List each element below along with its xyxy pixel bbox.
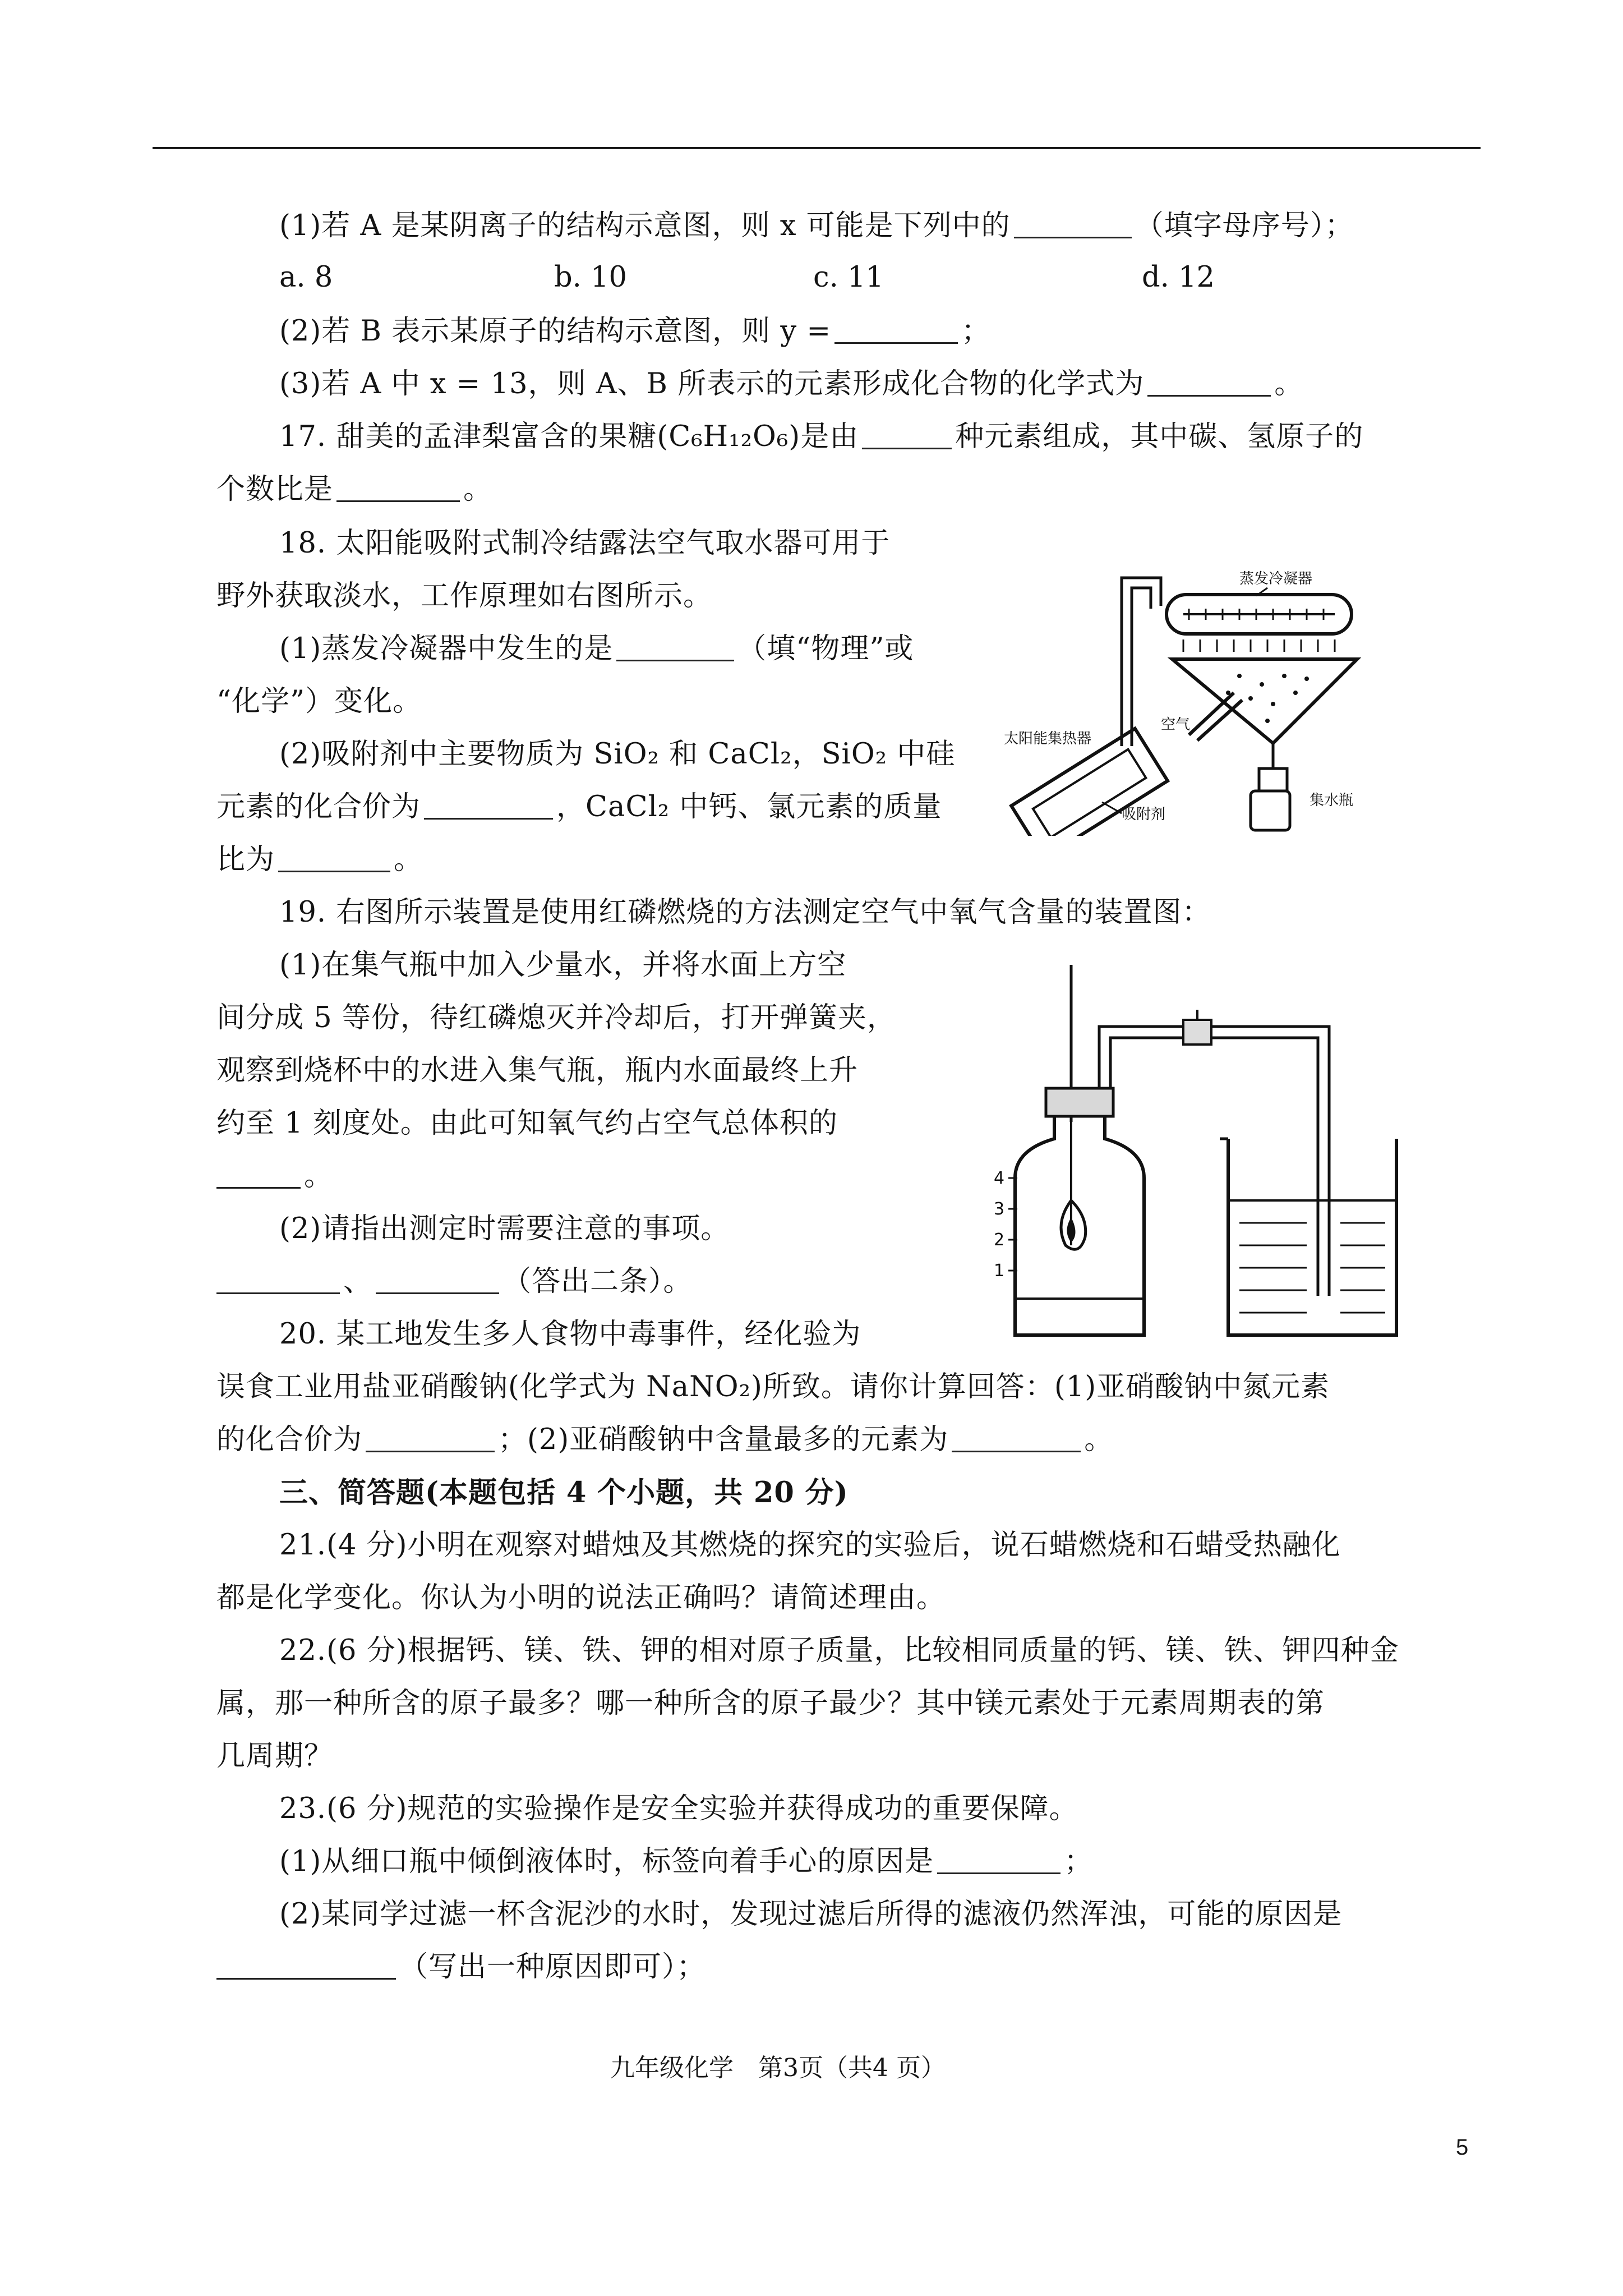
funnel	[1172, 659, 1357, 743]
q18-line7: 比为 。	[216, 843, 423, 876]
stopper	[1046, 1088, 1113, 1116]
q22-line3: 几周期？	[216, 1740, 334, 1773]
tick-label: 4	[994, 1168, 1005, 1188]
answer-blank[interactable]	[336, 473, 460, 502]
answer-blank[interactable]	[952, 1424, 1081, 1452]
answer-blank[interactable]	[862, 421, 952, 449]
label-air: 空气	[1161, 716, 1191, 733]
answer-blank[interactable]	[216, 1266, 340, 1294]
answer-blank[interactable]	[366, 1424, 495, 1452]
q19-line1: 19. 右图所示装置是使用红磷燃烧的方法测定空气中氧气含量的装置图：	[279, 896, 1211, 929]
q16-part1: (1)若 A 是某阴离子的结构示意图，则 x 可能是下列中的 （填字母序号）；	[279, 209, 1354, 242]
spring-clip	[1183, 1020, 1211, 1045]
label-water-bottle: 集水瓶	[1310, 792, 1354, 809]
q18-line6: 元素的化合价为 ，CaCl₂ 中钙、氯元素的质量	[216, 790, 942, 823]
q21-line2: 都是化学变化。你认为小明的说法正确吗？请简述理由。	[216, 1581, 946, 1614]
q17-line1: 17. 甜美的孟津梨富含的果糖(C₆H₁₂O₆)是由 种元素组成，其中碳、氢原子的	[279, 420, 1364, 453]
q22-line1: 22.(6 分)根据钙、镁、铁、钾的相对原子质量，比较相同质量的钙、镁、铁、钾四种金	[279, 1634, 1399, 1667]
q23-part2: (2)某同学过滤一杯含泥沙的水时，发现过滤后所得的滤液仍然浑浊，可能的原因是	[279, 1898, 1343, 1931]
q19-line5: 约至 1 刻度处。由此可知氧气约占空气总体积的	[216, 1107, 838, 1140]
q19-line3: 间分成 5 等份，待红磷熄灭并冷却后，打开弹簧夹，	[216, 1001, 896, 1034]
answer-blank[interactable]	[1014, 210, 1132, 238]
beaker	[1228, 1139, 1396, 1335]
answer-blank[interactable]	[376, 1266, 499, 1294]
delivery-tube	[1099, 1027, 1329, 1296]
q23-line1: 23.(6 分)规范的实验操作是安全实验并获得成功的重要保障。	[279, 1792, 1078, 1825]
answer-blank[interactable]	[834, 315, 958, 344]
tick-label: 1	[994, 1261, 1005, 1281]
label-adsorbent: 吸附剂	[1122, 806, 1166, 823]
q18-part2: (2)吸附剂中主要物质为 SiO₂ 和 CaCl₂，SiO₂ 中硅	[279, 738, 956, 771]
tick-label: 2	[994, 1230, 1005, 1250]
q17-line2: 个数比是 。	[216, 473, 493, 506]
q19-part2: (2)请指出测定时需要注意的事项。	[279, 1212, 730, 1245]
q22-line2: 属，那一种所含的原子最多？哪一种所含的原子最少？其中镁元素处于元素周期表的第	[216, 1687, 1325, 1720]
q16-part3: (3)若 A 中 x = 13，则 A、B 所表示的元素形成化合物的化学式为 。	[279, 367, 1304, 401]
q19-line8: 、 （答出二条）。	[216, 1263, 693, 1300]
water-bottle	[1251, 791, 1290, 830]
gas-bottle	[1015, 1116, 1144, 1335]
tick-label: 3	[994, 1199, 1005, 1219]
header-rule	[153, 147, 1481, 149]
page-number: 5	[1456, 2135, 1469, 2160]
q23-part1: (1)从细口瓶中倾倒液体时，标签向着手心的原因是 ；	[279, 1845, 1094, 1878]
q18-line1: 18. 太阳能吸附式制冷结露法空气取水器可用于	[279, 527, 891, 560]
answer-blank[interactable]	[424, 791, 553, 820]
page-footer: 九年级化学 第3页（共4 页）	[610, 2054, 946, 2082]
answer-blank[interactable]	[616, 633, 734, 661]
label-solar-collector: 太阳能集热器	[1004, 730, 1092, 747]
answer-blank[interactable]	[1147, 368, 1271, 397]
q20-line3: 的化合价为 ；(2)亚硝酸钠中含量最多的元素为 。	[216, 1423, 1114, 1456]
q18-line4: “化学”）变化。	[216, 685, 422, 718]
q21-line1: 21.(4 分)小明在观察对蜡烛及其燃烧的探究的实验后，说石蜡燃烧和石蜡受热融化	[279, 1529, 1341, 1562]
answer-blank[interactable]	[216, 1160, 301, 1189]
q19-line4: 观察到烧杯中的水进入集气瓶，瓶内水面最终上升	[216, 1054, 859, 1087]
q16-option-d: d. 12	[1142, 261, 1215, 294]
q19-line6: 。	[216, 1158, 333, 1195]
q18-line2: 野外获取淡水，工作原理如右图所示。	[216, 579, 713, 613]
q18-part1: (1)蒸发冷凝器中发生的是 （填“物理”或	[279, 632, 914, 665]
q20-line2: 误食工业用盐亚硝酸钠(化学式为 NaNO₂)所致。请你计算回答：(1)亚硝酸钠中氮元素	[216, 1370, 1330, 1404]
section-3-heading: 三、简答题(本题包括 4 个小题，共 20 分)	[279, 1476, 849, 1510]
q23-line4: （写出一种原因即可）；	[216, 1949, 706, 1986]
q16-part2: (2)若 B 表示某原子的结构示意图，则 y = ；	[279, 315, 991, 348]
oxygen-measurement-apparatus	[993, 954, 1408, 1346]
q16-option-a: a. 8	[279, 261, 333, 294]
answer-blank[interactable]	[937, 1846, 1061, 1874]
water-harvester-diagram	[1004, 555, 1453, 836]
q19-part1: (1)在集气瓶中加入少量水，并将水面上方空	[279, 949, 847, 982]
answer-blank[interactable]	[216, 1951, 396, 1980]
answer-blank[interactable]	[278, 844, 390, 872]
label-condenser: 蒸发冷凝器	[1239, 570, 1313, 587]
q16-option-b: b. 10	[554, 261, 627, 294]
q20-line1: 20. 某工地发生多人食物中毒事件，经化验为	[279, 1318, 861, 1351]
q16-option-c: c. 11	[813, 261, 884, 294]
